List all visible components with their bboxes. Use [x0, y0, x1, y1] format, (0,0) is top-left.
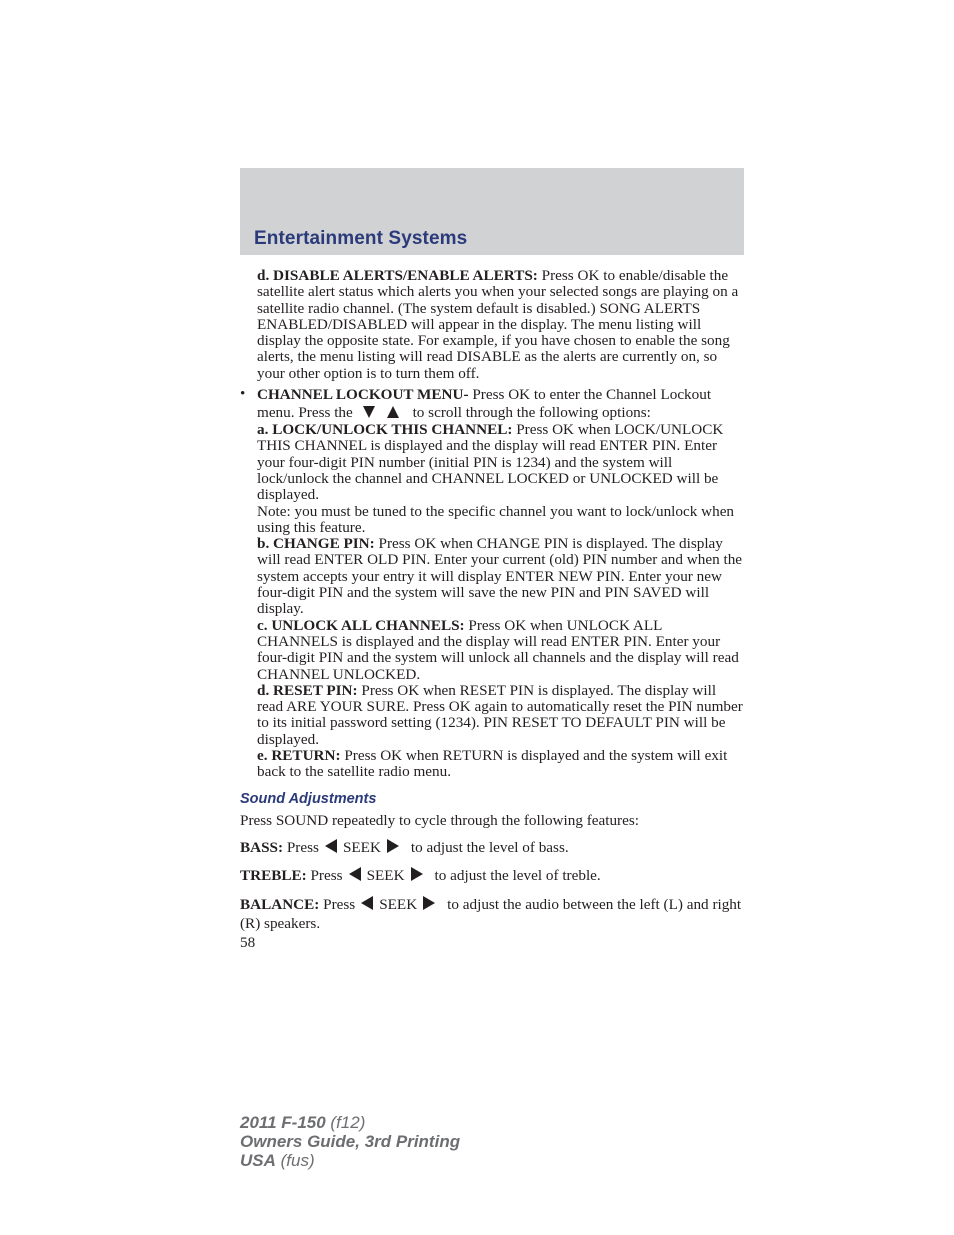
- channel-lockout-item: [240, 386, 745, 781]
- note-text: Note: you must be tuned to the specific channel you want to lock/unlock when using this feature.: [257, 502, 735, 536]
- seek-left-icon: [361, 896, 373, 910]
- option-reset-pin: [257, 683, 745, 748]
- balance-label: BALANCE:: [240, 895, 320, 913]
- bullet-icon: •: [240, 385, 246, 403]
- treble-press: Press: [306, 866, 343, 884]
- footer-model: 2011 F-150: [240, 1113, 326, 1132]
- balance-text: to adjust the audio between the left (L) and right (R) speakers.: [240, 895, 742, 932]
- treble-text: to adjust the level of treble.: [434, 866, 601, 884]
- option-label: a. LOCK/UNLOCK THIS CHANNEL:: [257, 421, 513, 439]
- sound-adjustments-heading: Sound Adjustments: [240, 790, 377, 807]
- option-unlock-all: [257, 618, 745, 683]
- option-text: Press OK when RETURN is displayed and the system will exit back to the satellite radio menu.: [257, 747, 728, 781]
- channel-lockout-text: Press OK to enter the Channel Lockout menu. Press the: [257, 386, 712, 422]
- footer-guide: Owners Guide, 3rd Printing: [240, 1132, 461, 1151]
- footer-line-guide: [240, 1132, 460, 1151]
- seek-right-icon: [423, 896, 435, 910]
- sound-intro: Press SOUND repeatedly to cycle through the following features:: [240, 811, 639, 829]
- footer-line-region: [240, 1151, 460, 1170]
- treble-row: [240, 867, 745, 885]
- arrow-up-icon: [387, 406, 399, 418]
- footer-line-model: [240, 1113, 460, 1132]
- bass-seek: SEEK: [342, 838, 381, 856]
- option-text: Press OK when LOCK/UNLOCK THIS CHANNEL is displayed and the display will read ENTER PIN. Enter your four-digit PIN number (initial PIN is 1234) and the system will lock/unlock the channel and CHANNEL LOCKED or UNLOCKED will be displayed.: [257, 421, 724, 504]
- treble-label: TREBLE:: [240, 866, 307, 884]
- treble-seek: SEEK: [366, 866, 405, 884]
- footer-region-code: (fus): [275, 1151, 315, 1170]
- option-text: Press OK when CHANGE PIN is displayed. The display will read ENTER OLD PIN. Enter your current (old) PIN number and when the system accepts your entry it will display ENTER NEW PIN. Enter your new four-digit PIN and the system will save the new PIN and PIN SAVED will display.: [257, 535, 743, 618]
- option-return: [257, 748, 745, 781]
- channel-lockout-text-2: to scroll through the following options:: [412, 404, 651, 422]
- option-text: Press OK when RESET PIN is displayed. The display will read ARE YOUR SURE. Press OK again to automatically reset the PIN number to its initial password setting (1234). PIN RESET TO DEFAULT PIN will be displayed.: [257, 681, 743, 748]
- channel-lockout-paragraph: [257, 386, 745, 422]
- bass-press: Press: [283, 838, 319, 856]
- disable-alerts-label: d. DISABLE ALERTS/ENABLE ALERTS:: [257, 267, 538, 284]
- option-change-pin: [257, 536, 745, 617]
- seek-left-icon: [349, 867, 361, 881]
- section-title: Entertainment Systems: [254, 228, 468, 249]
- option-text: Press OK when UNLOCK ALL CHANNELS is displayed and the display will read ENTER PIN. Enter your four-digit PIN and the system will unlock all channels and the display will read CHANNEL UNLOCKED.: [257, 616, 739, 683]
- option-label: d. RESET PIN:: [257, 681, 358, 699]
- option-lock-unlock: [257, 422, 745, 503]
- option-label: b. CHANGE PIN:: [257, 535, 375, 553]
- balance-press: Press: [319, 895, 356, 913]
- option-label: e. RETURN:: [257, 747, 341, 765]
- bass-text: to adjust the level of bass.: [410, 838, 569, 856]
- disable-alerts-paragraph: [257, 268, 745, 382]
- bass-row: [240, 839, 745, 857]
- page-content: [240, 268, 745, 951]
- option-label: c. UNLOCK ALL CHANNELS:: [257, 616, 465, 634]
- footer-model-code: (f12): [325, 1113, 366, 1132]
- footer-region: USA: [240, 1151, 276, 1170]
- disable-alerts-text: Press OK to enable/disable the satellite alert status which alerts you when your selected songs are playing on a satellite radio channel. (The system default is disabled.) SONG ALERTS ENABLED/DISABLED will appear in the display. The menu listing will display the opposite state. For example, if you have chosen to enable the song alerts, the menu listing will read DISABLE as the alerts are currently on, so your other option is to turn them off.: [257, 267, 739, 382]
- seek-left-icon: [325, 839, 337, 853]
- seek-right-icon: [387, 839, 399, 853]
- arrow-down-icon: [363, 406, 375, 418]
- channel-lockout-label: CHANNEL LOCKOUT MENU-: [257, 386, 469, 404]
- balance-seek: SEEK: [379, 895, 418, 913]
- balance-row: [240, 895, 745, 933]
- bass-label: BASS:: [240, 838, 284, 856]
- page-number: 58: [240, 933, 256, 951]
- seek-right-icon: [411, 867, 423, 881]
- document-footer: [240, 1113, 460, 1170]
- option-note: [257, 504, 745, 537]
